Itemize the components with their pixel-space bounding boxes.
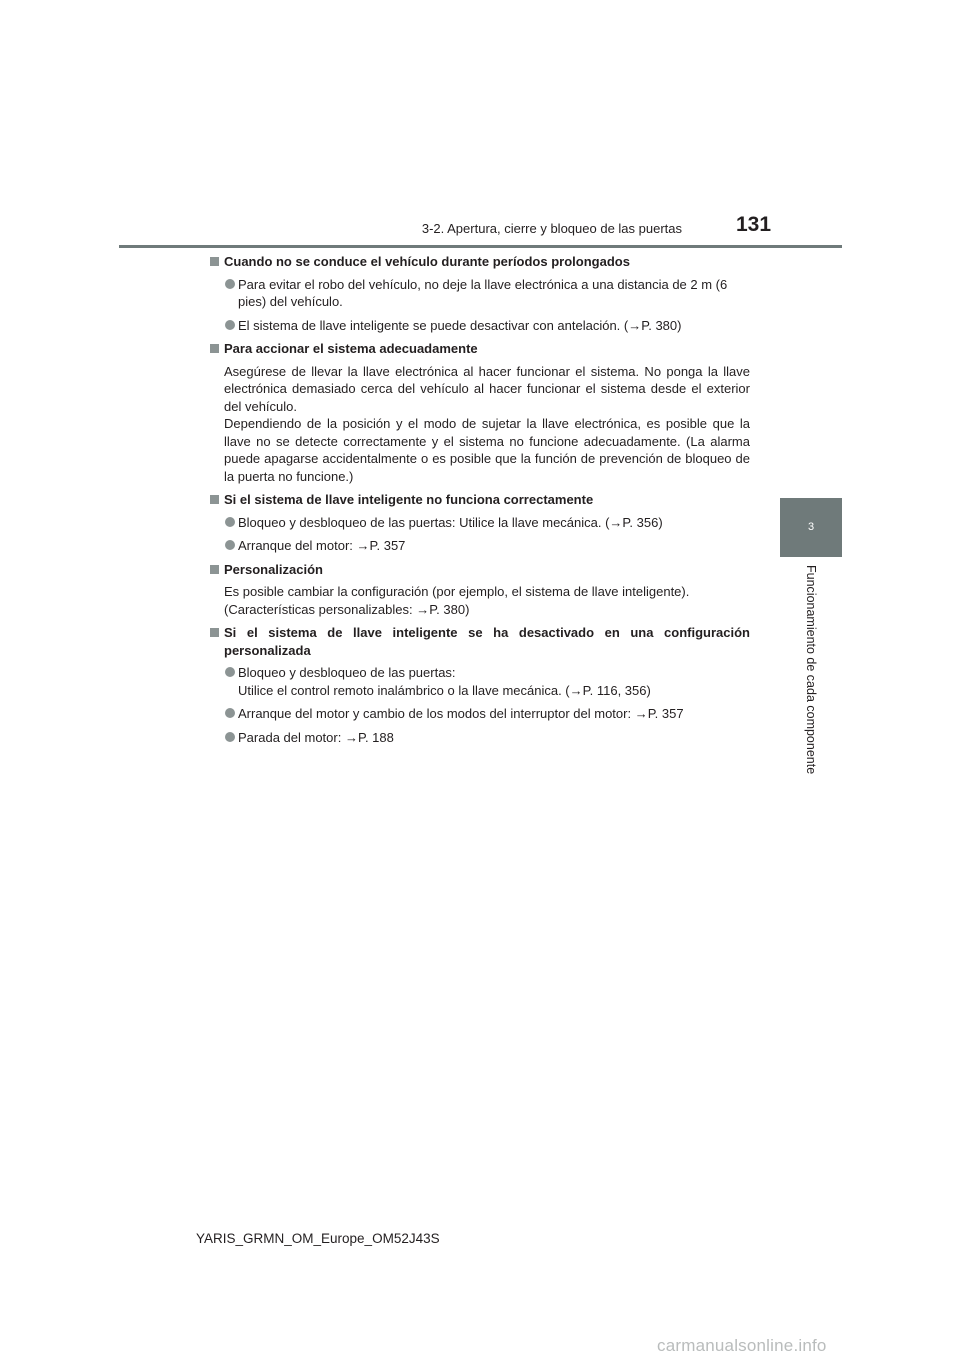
heading-text: Para accionar el sistema adecuadamente [224, 341, 478, 356]
circle-bullet-icon [225, 667, 235, 677]
watermark: carmanualsonline.info [657, 1336, 827, 1355]
circle-bullet-icon [225, 708, 235, 718]
paragraph: (Características personalizables: →P. 380) [224, 601, 470, 617]
bullet-text: Parada del motor: →P. 188 [238, 729, 394, 745]
bullet-item [210, 729, 750, 747]
section-deactivated [210, 624, 750, 746]
circle-bullet-icon [225, 517, 235, 527]
chapter-label: Funcionamiento de cada componente [804, 565, 818, 775]
paragraph: Es posible cambiar la configuración (por ejemplo, el sistema de llave inteligente). [224, 584, 690, 599]
header-rule [119, 245, 842, 248]
circle-bullet-icon [225, 732, 235, 742]
section-heading [210, 491, 750, 509]
header-section-title: 3-2. Apertura, cierre y bloqueo de las puertas [421, 221, 682, 236]
bullet-item [210, 276, 750, 311]
section-long-periods [210, 253, 750, 334]
chapter-number: 3 [807, 521, 815, 533]
bullet-item [210, 705, 750, 723]
section-customization [210, 561, 750, 619]
bullet-text: pies) del vehículo. [238, 294, 343, 309]
bullet-text: Bloqueo y desbloqueo de las puertas: Utilice la llave mecánica. (→P. 356) [238, 514, 663, 530]
square-bullet-icon [210, 257, 219, 266]
bullet-item [210, 514, 750, 532]
page-number: 131 [736, 213, 772, 236]
bullet-item [210, 664, 750, 699]
section-heading [210, 253, 750, 271]
heading-text: Personalización [224, 561, 323, 577]
bullet-text: Arranque del motor: →P. 357 [238, 538, 406, 553]
chapter-tab [780, 498, 842, 557]
heading-text: Cuando no se conduce el vehículo durante períodos prolongados [224, 254, 630, 269]
bullet-text: Bloqueo y desbloqueo de las puertas: [238, 665, 456, 680]
circle-bullet-icon [225, 540, 235, 550]
bullet-text: Utilice el control remoto inalámbrico o la llave mecánica. (→P. 116, 356) [238, 682, 651, 698]
section-operate-properly [210, 340, 750, 485]
bullet-text: El sistema de llave inteligente se puede desactivar con antelación. (→P. 380) [238, 317, 682, 333]
section-heading [210, 340, 750, 358]
bullet-item [210, 317, 750, 335]
square-bullet-icon [210, 565, 219, 574]
section-heading [210, 561, 750, 579]
circle-bullet-icon [225, 279, 235, 289]
content [210, 253, 750, 752]
square-bullet-icon [210, 344, 219, 353]
section-heading [210, 624, 750, 659]
heading-text: Si el sistema de llave inteligente no funciona correctamente [224, 492, 594, 507]
section-malfunction [210, 491, 750, 555]
paragraph: Dependiendo de la posición y el modo de sujetar la llave electrónica, es posible que la llave no se detecte correctamente y el sistema no funcione adecuadamente. (La alarma puede apagarse accidentalmente o es posible que la función de prevención de bloqueo de la puerta no funcione.) [224, 416, 750, 484]
bullet-item [210, 537, 750, 555]
heading-text: Si el sistema de llave inteligente se ha desactivado en una configuración [224, 625, 750, 640]
square-bullet-icon [210, 628, 219, 637]
bullet-text: Para evitar el robo del vehículo, no deje la llave electrónica a una distancia de 2 m (6 [238, 276, 728, 292]
bullet-text: Arranque del motor y cambio de los modos del interruptor del motor: →P. 357 [238, 706, 684, 721]
circle-bullet-icon [225, 320, 235, 330]
footer-doc-id: YARIS_GRMN_OM_Europe_OM52J43S [196, 1231, 440, 1246]
square-bullet-icon [210, 495, 219, 504]
paragraph: Asegúrese de llevar la llave electrónica al hacer funcionar el sistema. No ponga la llave electrónica demasiado cerca del vehículo al hacer funcionar el sistema desde el exterior del vehículo. [224, 363, 750, 414]
heading-text: personalizada [224, 642, 311, 658]
